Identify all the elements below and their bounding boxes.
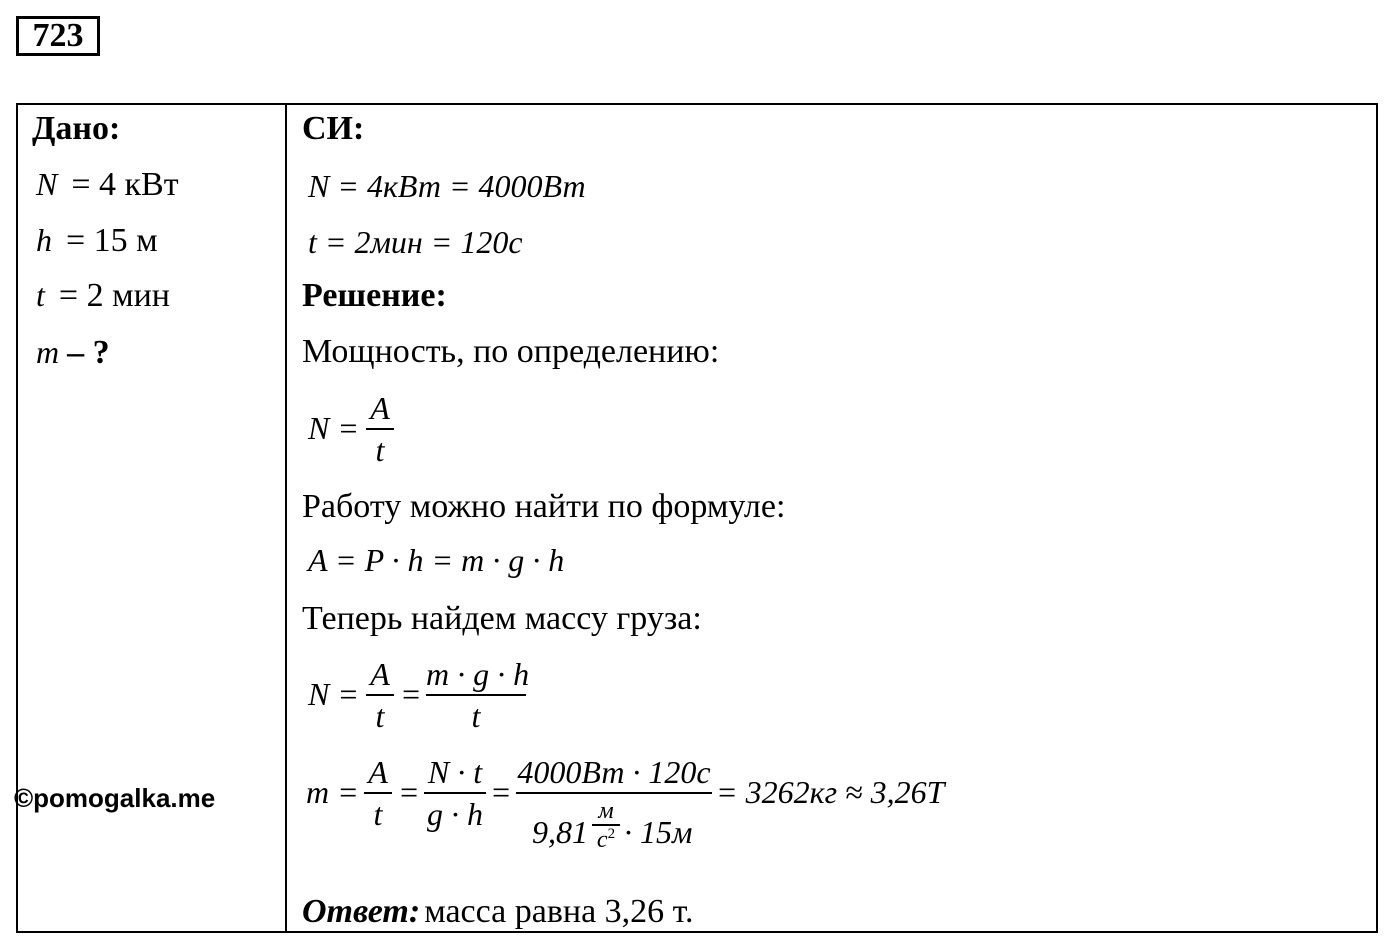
answer-label: Ответ: bbox=[302, 893, 421, 930]
given-item-time: t = 2 мин bbox=[36, 277, 170, 314]
eq3-fraction-1: A t bbox=[366, 656, 394, 736]
eq4-result: = 3262кг ≈ 3,26Т bbox=[716, 774, 945, 810]
eq4-equals-2: = bbox=[490, 774, 512, 810]
eq4-lhs: m = bbox=[306, 774, 359, 810]
eq1-lhs: N = bbox=[308, 410, 359, 446]
eq4-denominator-3: 9,81 м $с^2$ · 15м bbox=[532, 798, 693, 853]
given-header: Дано: bbox=[32, 110, 121, 147]
eq4-fraction-3: 4000Вт · 120с 9,81 м $с^2$ · 15м bbox=[517, 754, 711, 853]
problem-number: 723 bbox=[16, 16, 100, 56]
answer-text: масса равна 3,26 т. bbox=[424, 893, 694, 930]
given-item-height: h = 15 м bbox=[36, 222, 158, 259]
eq4-fraction-2: N · t g · h bbox=[424, 754, 486, 834]
eq3-lhs: N = bbox=[308, 676, 359, 712]
si-line-power: N = 4кВт = 4000Вт bbox=[308, 168, 586, 204]
eq4-fraction-1: A t bbox=[364, 754, 392, 834]
text-work-formula: Работу можно найти по формуле: bbox=[302, 488, 786, 525]
si-line-time: t = 2мин = 120с bbox=[308, 224, 523, 260]
answer-line bbox=[302, 893, 693, 931]
text-power-definition: Мощность, по определению: bbox=[302, 333, 720, 370]
eq3-equals: = bbox=[400, 676, 422, 712]
eq4-unit-fraction: м $с^2$ bbox=[592, 802, 620, 850]
si-header: СИ: bbox=[302, 110, 365, 147]
given-item-power: N = 4 кВт bbox=[36, 166, 179, 203]
solution-header: Решение: bbox=[302, 277, 447, 314]
text-find-mass: Теперь найдем массу груза: bbox=[302, 600, 702, 637]
eq1-fraction: A t bbox=[366, 390, 394, 470]
eq2-work: A = P · h = m · g · h bbox=[308, 542, 565, 578]
given-item-unknown: m – ? bbox=[36, 334, 110, 371]
eq3-fraction-2: m · g · h t bbox=[426, 656, 530, 734]
column-divider bbox=[285, 103, 287, 933]
eq4-equals-1: = bbox=[398, 774, 420, 810]
watermark: ©pomogalka.me bbox=[14, 783, 216, 813]
